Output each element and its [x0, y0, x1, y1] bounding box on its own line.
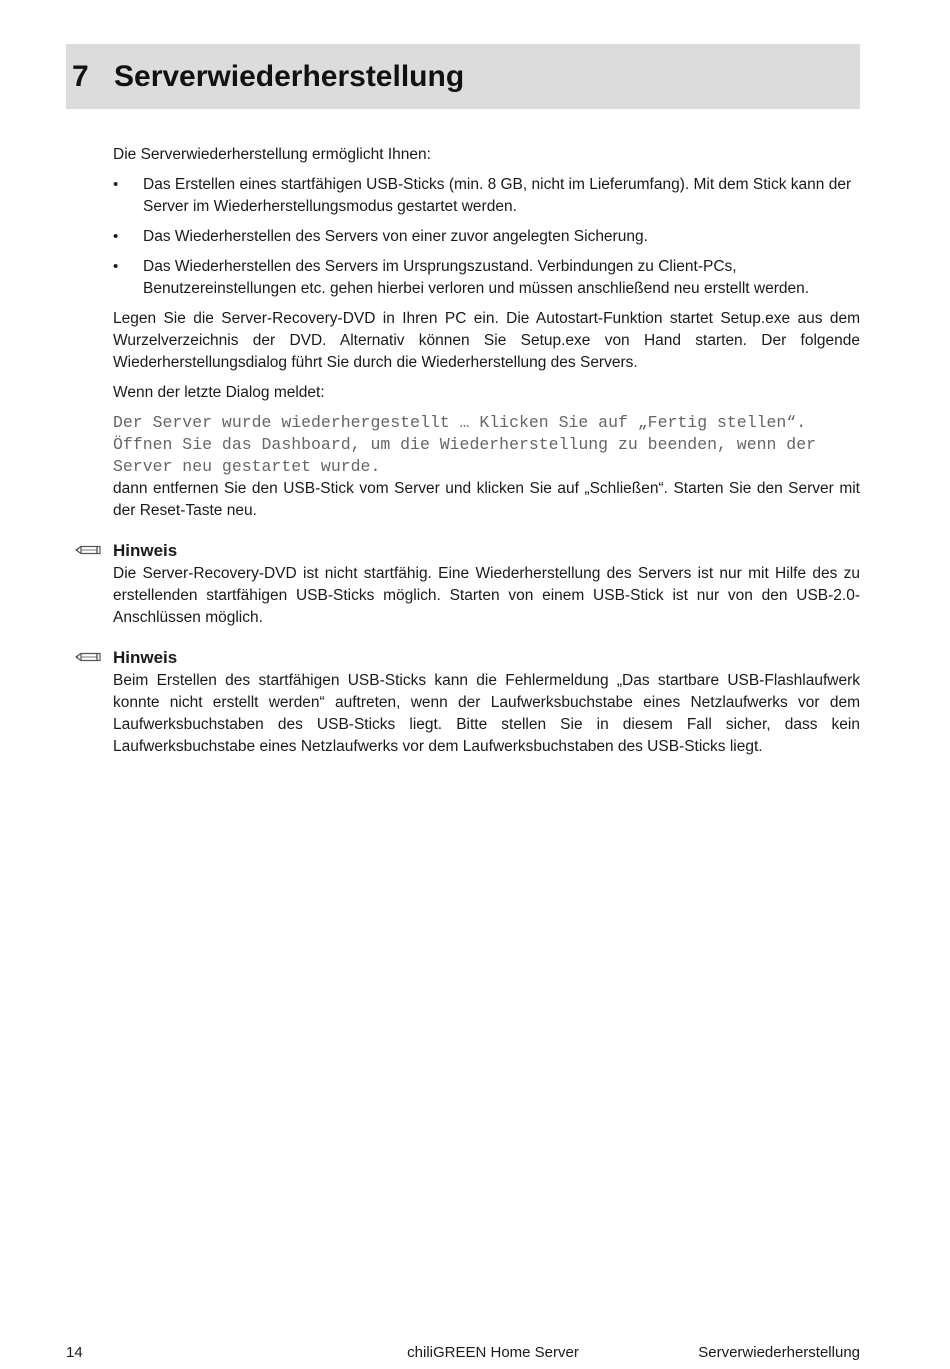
list-item-text: Das Wiederherstellen des Servers im Ursprungszustand. Verbindungen zu Client-PCs, Benutzereinstellungen etc. gehen hierbei verloren und müssen anschließend neu erstellt werden. [143, 258, 810, 297]
bullet-icon: • [113, 176, 119, 193]
list-item [113, 226, 860, 248]
list-item [113, 174, 860, 218]
note-text: Beim Erstellen des startfähigen USB-Sticks kann die Fehlermeldung „Das startbare USB-Flashlaufwerk konnte nicht erstellt werden“ auftreten, wenn der Laufwerksbuchstabe eines Netzlaufwerks vor dem Laufwerksbuchstaben des USB-Sticks liegt. Bitte stellen Sie in diesem Fall sicher, dass kein Laufwerksbuchstabe eines Netzlaufwerks vor dem Laufwerksbuchstaben des USB-Sticks liegt. [113, 672, 860, 755]
bullet-icon: • [113, 228, 119, 245]
intro-text: Die Serverwiederherstellung ermöglicht Ihnen: [113, 146, 431, 163]
list-item-text: Das Erstellen eines startfähigen USB-Sticks (min. 8 GB, nicht im Lieferumfang). Mit dem Stick kann der Server im Wiederherstellungsmodus gestartet werden. [143, 176, 852, 215]
page-footer [66, 1343, 860, 1363]
page-content [113, 144, 860, 758]
note-block [113, 647, 860, 758]
then-paragraph: dann entfernen Sie den USB-Stick vom Server und klicken Sie auf „Schließen“. Starten Sie den Server mit der Reset-Taste neu. [113, 480, 860, 519]
last-dialog-paragraph: Wenn der letzte Dialog meldet: [113, 384, 325, 401]
note-title: Hinweis [113, 541, 178, 560]
list-item-text: Das Wiederherstellen des Servers von einer zuvor angelegten Sicherung. [143, 228, 648, 245]
chapter-number: 7 [72, 60, 89, 93]
note-text: Die Server-Recovery-DVD ist nicht startfähig. Eine Wiederherstellung des Servers ist nur mit Hilfe des zu erstellenden startfähigen USB-Sticks möglich. Starten von einem USB-Stick ist nur von den USB-2.0-Anschlüssen möglich. [113, 565, 860, 626]
bullet-list [113, 174, 860, 300]
note-block [113, 540, 860, 629]
list-item [113, 256, 860, 300]
dialog-message: Der Server wurde wiederhergestellt … Klicken Sie auf „Fertig stellen“. Öffnen Sie das Dashboard, um die Wiederherstellung zu beenden, wenn der Server neu gestartet wurde. [113, 413, 817, 476]
chapter-title: Serverwiederherstellung [114, 60, 465, 93]
footer-section: Serverwiederherstellung [698, 1344, 860, 1361]
pencil-icon [75, 542, 101, 558]
dvd-paragraph: Legen Sie die Server-Recovery-DVD in Ihren PC ein. Die Autostart-Funktion startet Setup.exe aus dem Wurzelverzeichnis der DVD. Alternativ können Sie Setup.exe von Hand starten. Der folgende Wiederherstellungsdialog führt Sie durch die Wiederherstellung des Servers. [113, 310, 860, 371]
chapter-header [66, 44, 860, 109]
note-title: Hinweis [113, 648, 178, 667]
page-number: 14 [66, 1344, 83, 1361]
bullet-icon: • [113, 258, 119, 275]
pencil-icon [75, 649, 101, 665]
footer-product: chiliGREEN Home Server [407, 1344, 579, 1361]
